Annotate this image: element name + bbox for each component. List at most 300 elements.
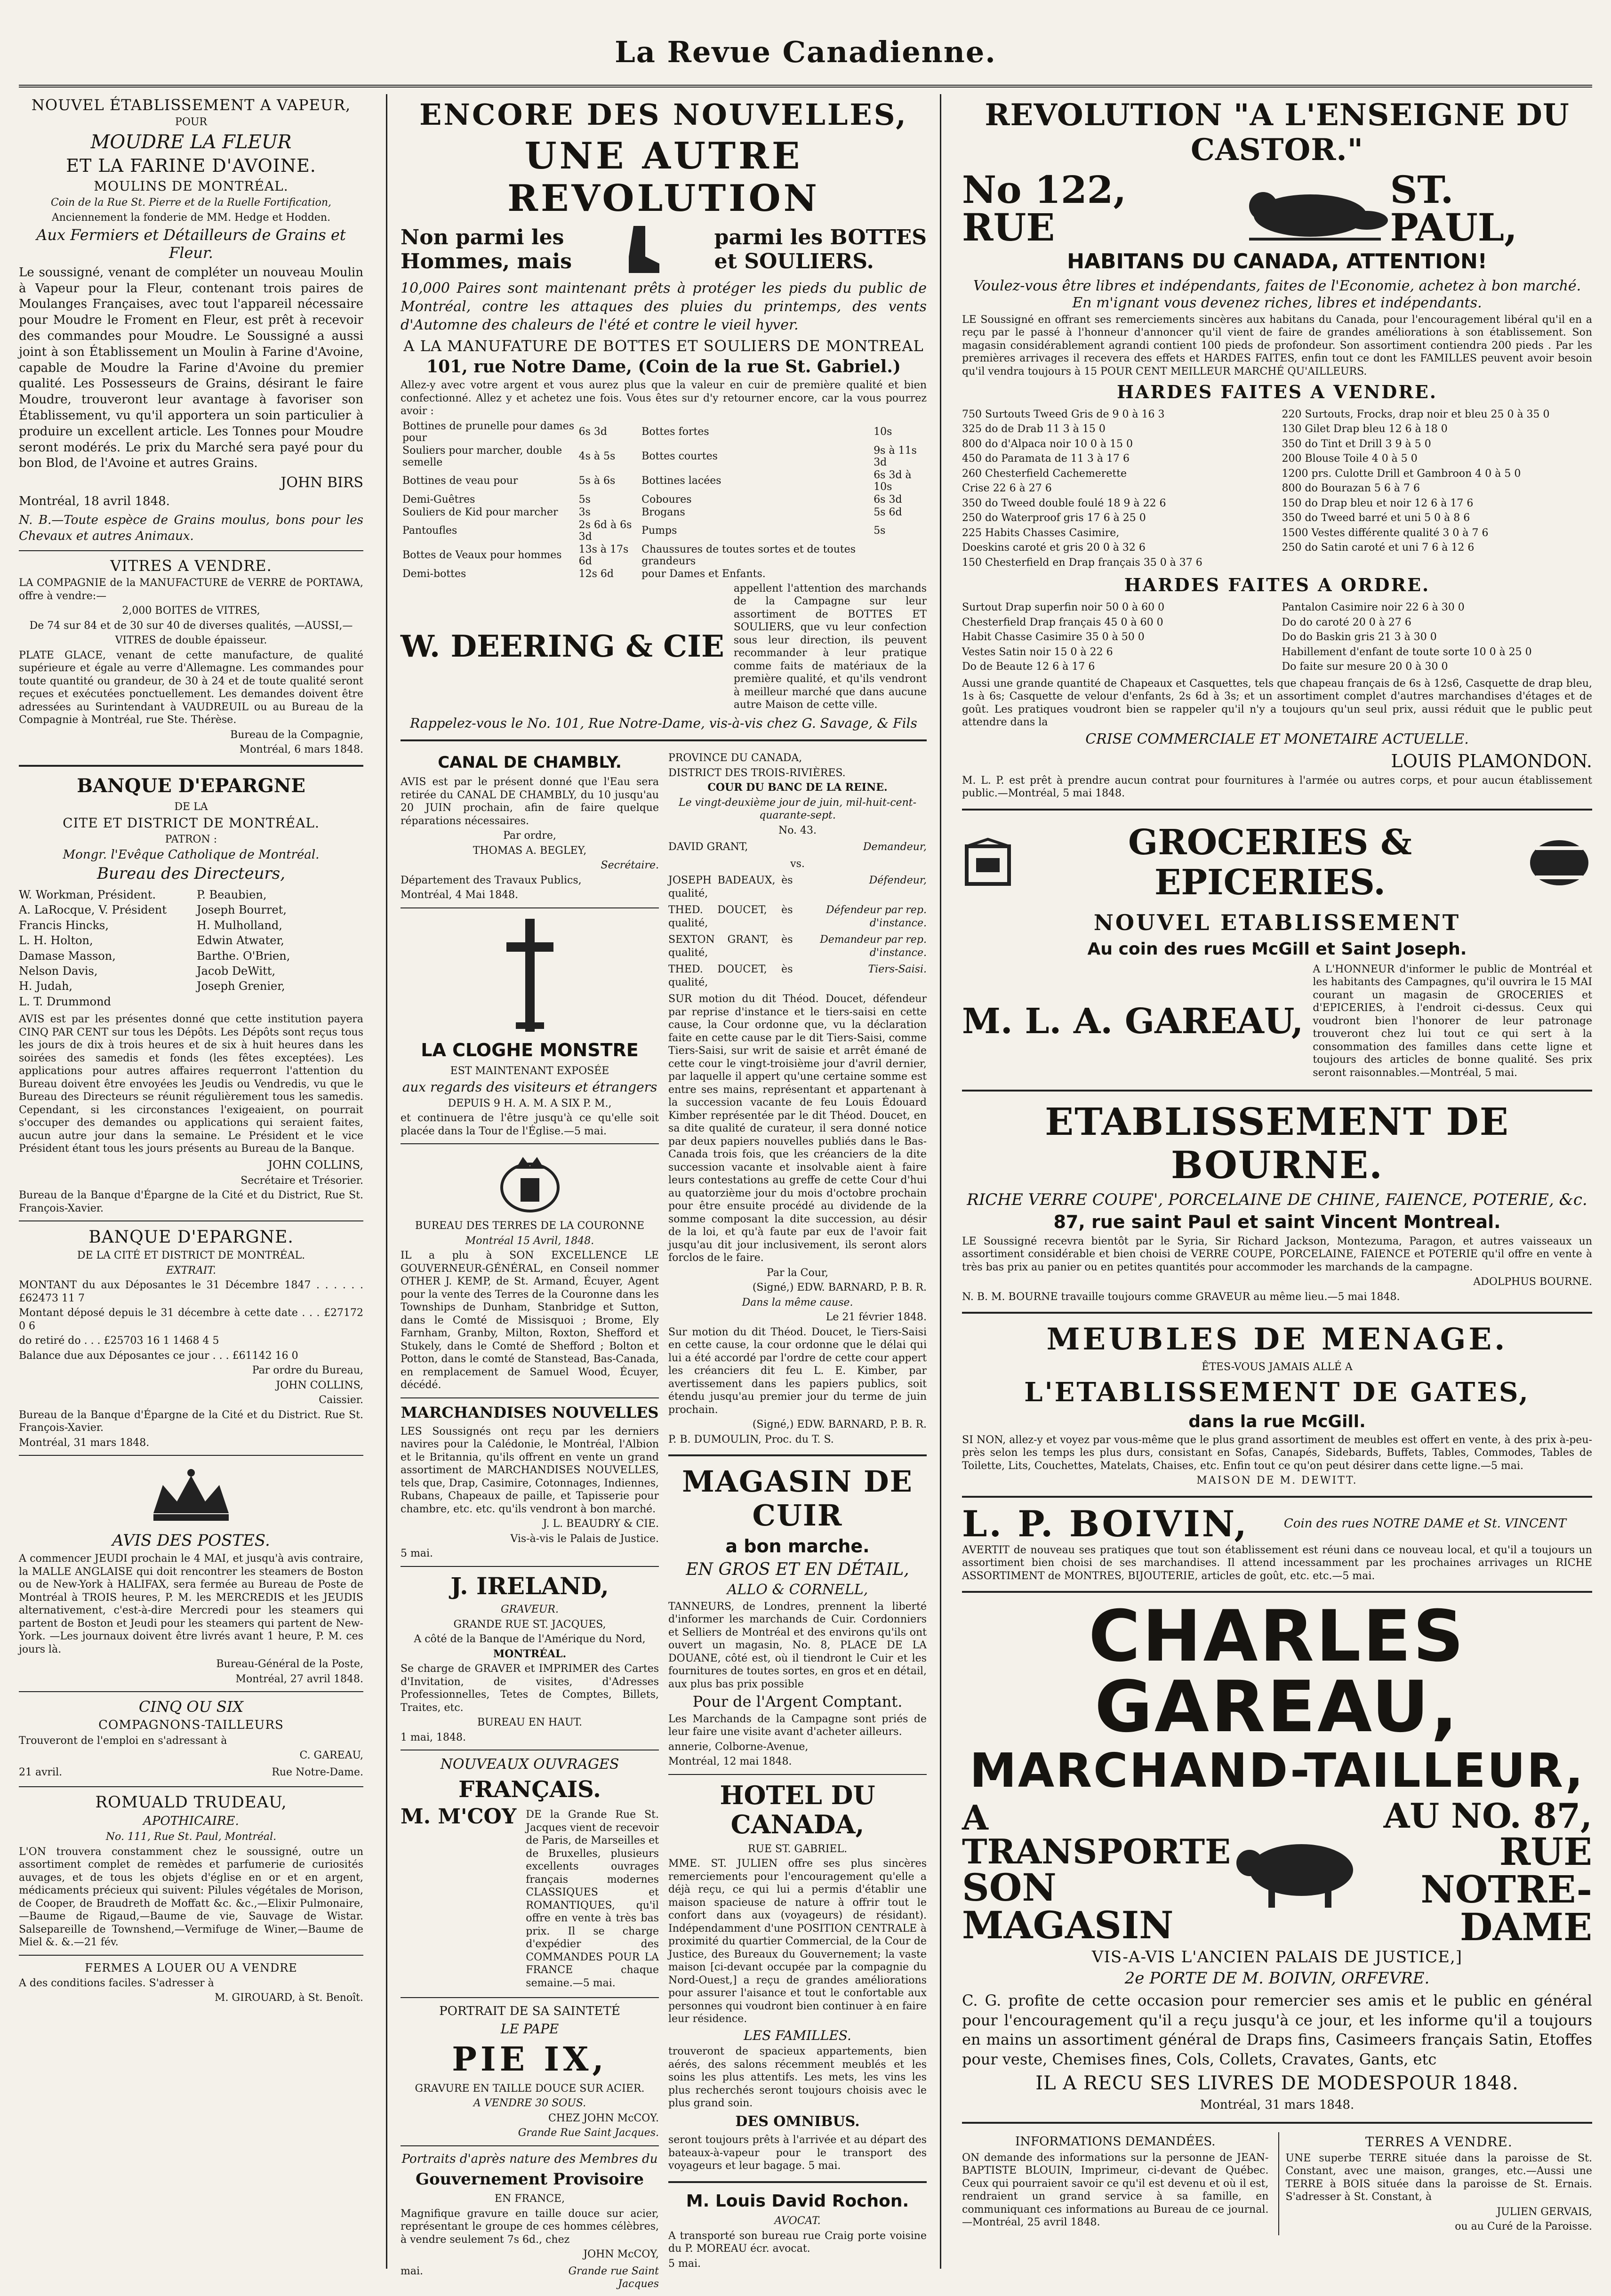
ad-text: DAVID GRANT,	[668, 841, 748, 853]
list-item: Joseph Grenier,	[197, 979, 285, 993]
bottom-notices	[962, 2132, 1592, 2235]
list-item: Joseph Bourret,	[197, 903, 287, 917]
list-item: Do do caroté 20 0 à 27 6	[1282, 616, 1411, 628]
ad-body: IL a plu à SON EXCELLENCE LE GOUVERNEUR-GÉNÉRAL, en Conseil nommer OTHER J. KEMP, de St. Armand, Écuyer, Agent pour la vente des Terres de la Couronne dans les Townships de Dunham, Stanbridge et Sutton, dans le Comté de Missisquoi ; Brome, Ely Farnham, Granby, Milton, Roxton, Shefford et Stukely, dans le Comté de Shefford ; Bolton et Potton, dans le comté de Stanstead, Bas-Canada, en remplacement de Samuel Wood, Écuyer, décédé.	[401, 1250, 659, 1391]
firm-name: M. L. A. GAREAU,	[962, 1001, 1304, 1042]
hotel-ad	[668, 1781, 927, 2173]
ad-signature: J. L. BEAUDRY & CIE.	[543, 1518, 659, 1530]
ad-signature: JOHN COLLINS,	[268, 1158, 363, 1172]
masthead-title: La Revue Canadienne.	[615, 34, 996, 69]
divider	[401, 1997, 659, 1998]
ad-heading: REVOLUTION "A L'ENSEIGNE DU CASTOR."	[985, 97, 1570, 168]
ad-text: Coin de la Rue St. Pierre et de la Ruelle Fortification,	[50, 197, 332, 209]
ad-date: Le vingt-deuxième jour de juin, mil-huit-cent-quarante-sept.	[678, 796, 917, 822]
ad-text: Défendeur,	[869, 875, 927, 887]
lawyer-ad	[668, 2192, 927, 2270]
ad-body: trouveront de spacieux appartements, bien aérés, des salons récemment meublés et les soins les plus attentifs. Les mets, les vins les plus recherchés seront toujours choisis avec le plus grand soin.	[668, 2046, 927, 2110]
divider	[19, 550, 363, 551]
ad-subheading: a bon marche.	[725, 1535, 870, 1557]
ad-text: Anciennement la fonderie de MM. Hedge et Hodden.	[51, 211, 331, 224]
savings-bank-ad	[19, 775, 363, 1215]
list-item: Doeskins caroté et gris 20 0 à 32 6	[962, 542, 1146, 554]
ad-address: No 122, RUE	[962, 168, 1127, 250]
list-item: H. Mulholland,	[197, 918, 282, 932]
ad-heading: UNE AUTRE REVOLUTION	[507, 135, 820, 220]
ad-address: Bureau de la Banque d'Épargne de la Cité et du District, Rue St. François-Xavier.	[19, 1189, 363, 1214]
ad-heading: Gouvernement Provisoire	[415, 2169, 644, 2189]
ad-subheading: RICHE VERRE COUPE', PORCELAINE DE CHINE, FAIENCE, POTERIE, &c.	[967, 1190, 1587, 1210]
ad-signature: (Signé,) EDW. BARNARD, P. B. R.	[752, 1419, 927, 1431]
ad-text: parmi les BOTTES	[714, 225, 927, 249]
royal-arms-icon	[483, 1150, 577, 1216]
land-sale-notice	[1278, 2132, 1593, 2235]
bourne-ad	[962, 1100, 1592, 1303]
party-row	[668, 872, 927, 902]
table-row: Souliers pour marcher, double semelle 4s à 5s Bottes courtes 9s à 11s 3d	[402, 444, 917, 468]
ad-body: PLATE GLACE, venant de cette manufacture, de qualité supérieure et égale au verre d'Allemagne. Les commandes pour toute quantité ou grandeur, de 30 à 24 et de toute qualité seront reçues et exécutées ponctuellement. Les demandes doivent être adressées au Surintendant à VAUDREUIL ou au Bureau de la Compagnie à Montréal, rue Ste. Thérèse.	[19, 649, 363, 726]
furniture-ad	[962, 1322, 1592, 1487]
ad-text: DISTRICT DES TROIS-RIVIÈRES.	[668, 767, 846, 779]
list-item: Habillement d'enfant de toute sorte 10 0 à 25 0	[1282, 646, 1532, 658]
leather-ad	[668, 1465, 927, 1768]
ad-subheading: EST MAINTENANT EXPOSÉE	[450, 1065, 609, 1077]
price-table	[401, 420, 927, 580]
ad-subheading: APOTHICAIRE.	[143, 1814, 239, 1829]
ad-body: L'ON trouvera constamment chez le soussigné, outre un assortiment complet de remèdes et parfumerie de curiosités auvages, et de tous les objets d'église en or et en argent, médicaments précieux qui suivent: Pilules végétales de Morison, de Cooper, de Braudreth de Moffatt &c. &c.,—Elixir Pulmonaire,—Baume de Rigaud,—Baume de vie, Sauvage de Wistar. Salsepareille de Townshend,—Vermifuge de Winer,—Baume de Miel &. &.—21 fév.	[19, 1846, 363, 1949]
price-list-right	[1282, 406, 1593, 571]
ad-text: P. B. DUMOULIN, Proc. du T. S.	[668, 1433, 834, 1445]
provisional-govt-ad	[401, 2152, 659, 2293]
ad-signature: Bureau-Général de la Poste,	[216, 1658, 363, 1670]
ad-text: THED. DOUCET, ès qualité,	[668, 963, 793, 988]
ad-text: VITRES de double épaisseur.	[115, 634, 267, 646]
tailor-left	[962, 1798, 1231, 1948]
price-list-left	[962, 599, 1273, 675]
ad-text: Tiers-Saisi.	[868, 963, 927, 976]
ad-heading: FERMES A LOUER OU A VENDRE	[85, 1961, 297, 1975]
ad-date: Montréal, 31 mars 1848.	[19, 1437, 150, 1449]
ad-heading: TERRES A VENDRE.	[1365, 2134, 1513, 2150]
column-left	[19, 94, 377, 2269]
ad-note: Rappelez-vous le No. 101, Rue Notre-Dame, vis-à-vis chez G. Savage, & Fils	[410, 715, 917, 731]
ad-signature: THOMAS A. BEGLEY,	[473, 844, 587, 857]
ad-body: Les Marchands de la Campagne sont priés de leur faire une visite avant d'acheter ailleurs.	[668, 1713, 927, 1738]
table-row: Souliers de Kid pour marcher 3s Brogans 5s 6d	[402, 506, 902, 518]
ad-signature: CHEZ JOHN McCOY.	[548, 2112, 659, 2124]
ad-date: Montréal, 27 avril 1848.	[235, 1673, 363, 1685]
ad-text: No. 43.	[778, 824, 817, 836]
ad-address: 2e PORTE DE M. BOIVIN, ORFEVRE.	[1124, 1969, 1430, 1988]
portrait-ad	[401, 2004, 659, 2140]
table-row: Demi-Guêtres 5s Coboures 6s 3d	[402, 493, 902, 506]
ad-text: MOULINS DE MONTRÉAL.	[94, 178, 289, 194]
ad-heading: PORTRAIT DE SA SAINTETÉ	[439, 2004, 620, 2019]
ad-heading: HOTEL DU CANADA,	[720, 1780, 875, 1839]
list-item: Do do Baskin gris 21 3 à 30 0	[1282, 631, 1437, 643]
ad-body: et continuera de l'être jusqu'à ce qu'elle soit placée dans la Tour de l'Église.—5 mai.	[401, 1112, 659, 1137]
ad-date: Montréal, 31 mars 1848.	[1200, 2098, 1355, 2112]
list-item: 800 do Bourazan 5 6 à 7 6	[1282, 482, 1420, 495]
firm-name: L. P. BOIVIN,	[962, 1502, 1249, 1545]
ad-subheading: CRISE COMMERCIALE ET MONETAIRE ACTUELLE.	[1085, 731, 1469, 747]
boots-row	[401, 224, 927, 275]
tailors-ad	[19, 1698, 363, 1781]
ad-address: Rue Notre-Dame.	[272, 1766, 363, 1778]
ad-text: MONTRÉAL.	[493, 1647, 567, 1660]
ad-address: 87, rue saint Paul et saint Vincent Montreal.	[1053, 1212, 1501, 1233]
crown-lands-notice	[401, 1150, 659, 1392]
ad-footer	[401, 2263, 659, 2293]
ad-subheading: MOUDRE LA FLEUR	[90, 131, 292, 153]
ad-heading: J. IRELAND,	[450, 1572, 609, 1600]
ad-subheading: NOUVEAUX OUVRAGES	[440, 1756, 619, 1773]
ad-text: RUE NOTRE-DAME	[1420, 1830, 1592, 1950]
ad-heading: AVIS DES POSTES.	[112, 1531, 270, 1550]
list-item: 150 Chesterfield en Drap français 35 0 à 37 6	[962, 556, 1202, 569]
ad-date: Montréal, 4 Mai 1848.	[401, 889, 519, 901]
ad-text: Mongr. l'Evêque Catholique de Montréal.	[63, 848, 320, 862]
ad-text: THED. DOUCET, ès qualité,	[668, 904, 793, 929]
ad-text: SEXTON GRANT, ès qualité,	[668, 934, 793, 959]
ad-text: vs.	[790, 858, 805, 870]
list-item: 325 do de Drab 11 3 à 15 0	[962, 423, 1106, 435]
list-item: 450 do Paramata de 11 3 à 17 6	[962, 453, 1130, 465]
ad-subheading: COMPAGNONS-TAILLEURS	[98, 1718, 284, 1732]
ad-subheading: LES FAMILLES.	[744, 2027, 851, 2043]
ad-text: Demandeur,	[863, 841, 927, 853]
crate-icon	[962, 837, 1014, 889]
savings-extract-ad	[19, 1227, 363, 1449]
firm-name: M. M'COY	[401, 1805, 517, 1829]
divider	[962, 1312, 1592, 1314]
books-ad	[401, 1756, 659, 1991]
list-item: 350 do Tweed double foulé 18 9 à 22 6	[962, 497, 1166, 509]
apothecary-ad	[19, 1793, 363, 1949]
column-right	[951, 94, 1592, 2269]
ad-date: mai.	[401, 2265, 424, 2277]
ad-note: Pour de l'Argent Comptant.	[692, 1693, 903, 1711]
table-row: Demi-bottes 12s 6d pour Dames et Enfants.	[402, 568, 766, 580]
ad-heading: FRANÇAIS.	[458, 1776, 601, 1803]
groceries-header	[962, 819, 1592, 907]
ad-subheading: Bureau des Directeurs,	[96, 864, 286, 883]
ad-text: Par la Cour,	[767, 1267, 828, 1279]
list-item: 220 Surtouts, Frocks, drap noir et bleu 25 0 à 35 0	[1282, 408, 1550, 420]
cross-ornament-icon	[497, 914, 563, 1036]
engraver-ad	[401, 1573, 659, 1744]
ad-subheading: NOUVEL ETABLISSEMENT	[1093, 909, 1461, 935]
ad-body: Se charge de GRAVER et IMPRIMER des Cartes d'Invitation, de visites, d'Adresses Professionnelles, Tetes de Comptes, Billets, Traites, etc.	[401, 1663, 659, 1714]
glass-ad	[19, 557, 363, 756]
ad-subheading: EN FRANCE,	[494, 2193, 565, 2205]
divider	[962, 1591, 1592, 1593]
divider	[962, 2122, 1592, 2124]
firm-row	[401, 1806, 659, 1991]
list-item: 150 do Drap bleu et noir 12 6 à 17 6	[1282, 497, 1474, 509]
ad-subheading: Dans la même cause.	[742, 1296, 853, 1309]
ad-date: Montréal, 12 mai 1848.	[668, 1756, 792, 1768]
tailor-right	[1372, 1796, 1592, 1950]
column-center	[386, 94, 941, 2290]
ad-text: Montant déposé depuis le 31 décembre à cette date . . . £27172 0 6	[19, 1307, 363, 1332]
newspaper-page	[19, 19, 1592, 2290]
ad-text: De 74 sur 84 et de 30 sur 40 de diverses qualités, —AUSSI,—	[29, 619, 353, 632]
ad-subheading: RUE ST. GABRIEL.	[747, 1843, 848, 1855]
boot-icon	[624, 224, 662, 275]
ad-body: AVIS est par le présent donné que l'Eau sera retirée du CANAL DE CHAMBLY, du 10 jusqu'au 20 JUIN prochain, afin de faire quelque réparations nécessaires.	[401, 776, 659, 827]
ad-footer	[19, 1764, 363, 1781]
ad-heading: CINQ OU SIX	[138, 1698, 244, 1716]
list-item: 250 do Waterproof gris 17 6 à 25 0	[962, 512, 1146, 524]
ad-subheading: ÊTES-VOUS JAMAIS ALLÉ A	[1202, 1361, 1353, 1373]
ad-body: Sur motion du dit Théod. Doucet, le Tiers-Saisi en cette cause, la cour ordonne que le délai qui lui a été accordé par l'ordre de cette cour appert les créanciers dit feu L. E. Kimber, par avertissement dans les papiers publics, soit étendu jusqu'au premier jour du terme de juin prochain.	[668, 1326, 927, 1416]
ad-heading: L'ETABLISSEMENT DE GATES,	[1024, 1377, 1530, 1408]
ad-body: TANNEURS, de Londres, prennent la liberté d'informer les marchands de Cuir. Cordonniers et Selliers de Montréal et des environs qu'ils ont ouvert un magasin, No. 8, PLACE DE LA DOUANE, côté est, où il tiendront le Cuir et les fournitures de toutes sortes, en gros et en détail, aux plus bas prix possible	[668, 1600, 927, 1690]
divider	[19, 1220, 363, 1221]
list-item: Crise 22 6 à 27 6	[962, 482, 1052, 495]
ad-body: C. G. profite de cette occasion pour remercier ses amis et le public en général pour l'encouragement qu'il a reçu jusqu'à ce jour, et les informe qu'il a toujours en mains un assortiment général de Draps fins, Casimeers français Satin, Etoffes pour veste, Chemises fines, Cols, Collets, Cravates, Gants, etc	[962, 1991, 1592, 2068]
divider	[668, 1774, 927, 1775]
ad-text: Défendeur par rep. d'instance.	[826, 904, 927, 929]
ad-body: A L'HONNEUR d'informer le public de Montréal et les habitants des Campagnes, qu'il ouvrira le 15 MAI courant un magasin de GROCERIES et d'EPICERIES, à l'endroit ci-dessus. Ceux qui voudront bien l'honorer de leur patronage trouveront chez lui tout ce qui sert à la consommation des familles dans cette ligne et toujours des articles de bonne qualité. Ses prix seront raisonnables.—Montréal, 5 mai.	[1313, 963, 1592, 1079]
beaver-row	[962, 168, 1592, 250]
new-goods-ad	[401, 1404, 659, 1560]
list-item: W. Workman, Président.	[19, 888, 156, 902]
divider	[19, 1786, 363, 1787]
ad-body: Aussi une grande quantité de Chapeaux et Casquettes, tels que chapeau français de 6s à 12s6, Casquette de drap bleu, 1s à 6s; Casquette de velour d'enfants, 2s 6d à 3s; et un assortiment complet d'autres marchandises d'étages et de goût. Les pratiques voudront bien se rappeler qu'il n'y a toujours qu'un seul prix, aussi réduit que le public peut attendre dans la	[962, 677, 1592, 729]
ad-address: dans la rue McGill.	[1188, 1412, 1366, 1431]
list-item: Damase Masson,	[19, 949, 116, 963]
divider	[19, 765, 363, 767]
table-row: Bottines de prunelle pour dames pour 6s 3d Bottes fortes 10s	[402, 420, 892, 444]
groceries-ad	[962, 819, 1592, 1082]
list-item: L. T. Drummond	[19, 995, 111, 1008]
firm-row	[401, 580, 927, 714]
ad-signature: JULIEN GERVAIS,	[1497, 2206, 1592, 2218]
table-row: Bottes de Veaux pour hommes 13s à 17s 6d Chaussures de toutes sortes et de toutes grandeurs	[402, 543, 856, 567]
crown-ornament-icon	[144, 1461, 238, 1527]
list-item: 800 do d'Alpaca noir 10 0 à 15 0	[962, 438, 1133, 450]
ad-subheading: ET LA FARINE D'AVOINE.	[66, 155, 316, 176]
ad-subheading: HARDES FAITES A ORDRE.	[1124, 574, 1430, 596]
ad-address: Au coin des rues McGill et Saint Joseph.	[1087, 939, 1467, 959]
firm-row	[962, 961, 1592, 1082]
ad-address: A côté de la Banque de l'Amérique du Nord,	[414, 1633, 646, 1646]
price-list-left	[962, 406, 1273, 571]
ad-body: appellent l'attention des marchands de la Campagne sur leur assortiment de BOTTES ET SOULIERS, que vu leur confection sous leur direction, ils peuvent recommander à leur pratique comme faits de matériaux de la première qualité, et qu'ils vendront à meilleur marché que dans aucune autre Maison de cette ville.	[733, 582, 927, 711]
ad-address: 101, rue Notre Dame, (Coin de la rue St. Gabriel.)	[426, 357, 901, 377]
divider	[962, 1090, 1592, 1092]
list-item: 130 Gilet Drap bleu 12 6 à 18 0	[1282, 423, 1448, 435]
ad-heading: PIE IX,	[452, 2039, 608, 2079]
ad-heading: NOUVEL ÉTABLISSEMENT A VAPEUR,	[31, 96, 351, 114]
ad-subheading: Aux Fermiers et Détailleurs de Grains et Fleur.	[36, 226, 346, 262]
ad-heading: BANQUE D'EPARGNE.	[88, 1228, 294, 1247]
ad-signature: LOUIS PLAMONDON.	[1391, 750, 1592, 771]
ad-signature: JOHN BIRS	[281, 474, 363, 491]
ad-body: MME. ST. JULIEN offre ses plus sincères remerciements pour l'encouragement qu'elle a déjà reçu, ce qui lui a permis d'établir une maison spacieuse de nature à offrir tout le confort dans aux (voyageurs) de résidant). Indépendamment d'une POSITION CENTRALE à proximité du quartier Commercial, de la Cour de Justice, des Bureaux du Gouvernement; la vaste maison [ci-devant occupée par la compagnie du Nord-Ouest,] a reçu de grandes améliorations pour assurer l'aisance et tout le confortable aux personnes qui voudront bien continuer à en faire leur résidence.	[668, 1858, 927, 2025]
ad-address: Coin des rues NOTRE DAME et St. VINCENT	[1283, 1517, 1566, 1531]
ad-signature: C. GAREAU,	[299, 1750, 363, 1762]
ad-body: AVIS est par les présentes donné que cette institution payera CINQ PAR CENT sur tous les Dépôts. Les Dépôts sont reçus tous les jours de dix à trois heures et de six à huit heures dans les soirées des samedis et fonds (les fêtes exceptées). Les applications pour autres affaires requerront l'attention du Bureau doivent être envoyées les Jeudis ou Vendredis, vu que le Bureau des Directeurs se réunit régulièrement tous les samedis. Cependant, si les circonstances l'exigeaient, on pourrait s'occuper des demandes ou applications qui seraient faites, aucun autre jour dans la semaine. Le Président et le vice Président étant tous les jours présents au Bureau de la Banque.	[19, 1013, 363, 1155]
list-item: Habit Chasse Casimire 35 0 à 50 0	[962, 631, 1145, 643]
sheep-icon	[1231, 1832, 1372, 1912]
ad-subheading: EN GROS ET EN DÉTAIL,	[686, 1559, 909, 1579]
ad-heading: BUREAU DES TERRES DE LA COURONNE	[415, 1220, 645, 1232]
ad-date: 5 mai.	[668, 2257, 701, 2270]
firm-name: W. DEERING & CIE	[401, 629, 724, 665]
list-item: A. LaRocque, V. Président	[19, 903, 167, 917]
ad-text: PATRON :	[165, 833, 217, 845]
ad-signature: (Signé,) EDW. BARNARD, P. B. R.	[752, 1282, 927, 1294]
party-row	[668, 839, 927, 856]
ad-heading: MARCHANDISES NOUVELLES	[401, 1403, 659, 1421]
ad-text: Non parmi les	[401, 225, 564, 249]
boivin-ad	[962, 1502, 1592, 1583]
ad-heading: GROCERIES & EPICERIES.	[1128, 822, 1412, 903]
ad-subheading: A LA MANUFATURE DE BOTTES ET SOULIERS DE MONTREAL	[403, 337, 924, 355]
ad-body: A transporté son bureau rue Craig porte voisine du P. MOREAU écr. avocat.	[668, 2230, 927, 2255]
ad-heading: COUR DU BANC DE LA REINE.	[707, 781, 888, 794]
masthead	[19, 19, 1592, 88]
ad-text: A TRANSPORTE	[962, 1798, 1231, 1872]
list-item: 1200 prs. Culotte Drill et Gambroon 4 0 à 5 0	[1282, 467, 1521, 480]
ad-text: Département des Travaux Publics,	[401, 874, 582, 886]
divider	[19, 1955, 363, 1956]
court-notice	[668, 752, 927, 1446]
list-item: 225 Habits Chasses Casimire,	[962, 527, 1120, 539]
ad-body: AVERTIT de nouveau ses pratiques que tout son établissement est réuni dans ce nouveau local, et qu'il a toujours un assortiment bien choisi de ses marchandises. Il attend incessamment par les prochaines arrivages un RICHE ASSORTIMENT de MONTRES, BIJOUTERIE, articles de goût, etc. etc.—5 mai.	[962, 1544, 1592, 1582]
ad-heading: MEUBLES DE MENAGE.	[1046, 1322, 1508, 1357]
ad-heading: CHARLES GAREAU,	[1088, 1596, 1466, 1749]
list-item: Nelson Davis,	[19, 964, 98, 978]
ad-subheading: CITE ET DISTRICT DE MONTRÉAL.	[63, 815, 320, 831]
ad-address: Grande rue Saint Jacques	[568, 2265, 659, 2290]
ad-subheading: DES OMNIBUS.	[735, 2113, 860, 2130]
ad-subheading: LE PAPE	[500, 2021, 559, 2037]
ad-text: aux regards des visiteurs et étrangers	[402, 1079, 657, 1095]
ad-text: DE LA	[174, 801, 208, 813]
list-item: Vestes Satin noir 15 0 à 22 6	[962, 646, 1113, 658]
ad-body: ON demande des informations sur la personne de JEAN-BAPTISTE BLOUIN, Imprimeur, ci-devant de Québec. Ceux qui pourraient savoir ce qu'il est devenu et où il est, rendraient un grand service à sa famille, en communiquant ces informations au Bureau de ce journal.—Montréal, 25 avril 1848.	[962, 2151, 1269, 2229]
table-row: Pantoufles 2s 6d à 6s 3d Pumps 5s	[402, 519, 886, 543]
divider	[668, 1454, 927, 1456]
ad-address: Bureau de la Banque d'Épargne de la Cité et du District. Rue St. François-Xavier.	[19, 1409, 363, 1434]
ad-body: LE Soussigné en offrant ses remerciements sincères aux habitans du Canada, pour l'encouragement libéral qu'il en a reçu par le passé à l'honneur d'annoncer qu'il vient de faire de grandes améliorations à son établissement. Son magasin considérablement agrandi contient 100 pieds de profondeur. Son assortiment contiendra 200 pieds . Par les premières arrivages il recevera des effets et HARDES FAITES, enfin tout ce dont les FAMILLES peuvent avoir besoin qu'il vendra toujours à 15 POUR CENT MEILLEUR MARCHÉ QU'AILLEURS.	[962, 313, 1592, 377]
ad-signature: JOHN COLLINS,	[276, 1379, 363, 1391]
ad-signature: ADOLPHUS BOURNE.	[1473, 1276, 1592, 1288]
list-item: Chesterfield Drap français 45 0 à 60 0	[962, 616, 1163, 628]
ad-body: 10,000 Paires sont maintenant prêts à protéger les pieds du public de Montréal, contre les attaques des pluies du printemps, des vents d'Automne des chaleurs de l'été et contre le vieil hyver.	[401, 280, 927, 333]
ad-text: do retiré do . . . £25703 16 1 1468 4 5	[19, 1335, 219, 1347]
ad-text: Par ordre du Bureau,	[252, 1365, 363, 1377]
divider	[668, 2181, 927, 2183]
beaver-ad	[962, 98, 1592, 800]
ad-note: IL A RECU SES LIVRES DE MODESPOUR 1848.	[1035, 2072, 1519, 2095]
list-item: Pantalon Casimire noir 22 6 à 30 0	[1282, 602, 1465, 614]
ad-signature: Bureau de la Compagnie,	[230, 729, 363, 741]
ad-heading: M. Louis David Rochon.	[686, 2191, 909, 2211]
barrel-icon	[1526, 837, 1592, 889]
list-item: Do de Beaute 12 6 à 17 6	[962, 661, 1095, 673]
ad-address: GRANDE RUE ST. JACQUES,	[453, 1618, 606, 1630]
ad-body: A commencer JEUDI prochain le 4 MAI, et jusqu'à avis contraire, la MALLE ANGLAISE qui doit rencontrer les steamers de Boston ou de New-York à HALIFAX, sera fermée au Bureau de Poste de Montréal à TROIS heures, P. M. les MERCREDIS et les JEUDIS alternativement, c'est-à-dire Mercredi pour les steamers qui partent de Boston et Jeudi pour les steamers qui partent de New-York. —Les journaux doivent être livrés avant 1 heure, P. M. ces jours là.	[19, 1553, 363, 1655]
ad-note: N. B.—Toute espèce de Grains moulus, bons pour les Chevaux et autres Animaux.	[19, 513, 363, 543]
firm-name: ALLO & CORNELL,	[727, 1581, 868, 1598]
ad-address: ou au Curé de la Paroisse.	[1455, 2221, 1592, 2233]
ad-body: LA COMPAGNIE de la MANUFACTURE de VERRE de PORTAWA, offre à vendre:—	[19, 577, 363, 602]
ad-body: UNE superbe TERRE située dans la paroisse de St. Constant, avec une maison, granges, etc.—Aussi une TERRE à BOIS située dans la paroisse de St. Ernais. S'adresser à St. Constant, à	[1285, 2152, 1592, 2203]
ad-body: Magnifique gravure en taille douce sur acier, représentant le groupe de ces hommes célèbres, à vendre seulement 7s 6d., chez	[401, 2208, 659, 2246]
ad-body: LE Soussigné recevra bientôt par le Syria, Sir Richard Jackson, Montezuma, Paragon, et autres vaisseaux un assortiment considérable et bien choisi de VERRE COUPE, PORCELAINE, FAIENCE et POTERIE qu'il offre en vente à très bas prix au panier ou en petites quantités pour accommoder les marchands de la campagne.	[962, 1235, 1592, 1273]
ad-heading: LA CLOGHE MONSTRE	[421, 1039, 639, 1060]
ad-text: JOSEPH BADEAUX, ès qualité,	[668, 875, 793, 899]
divider	[19, 1455, 363, 1456]
price-list	[962, 406, 1592, 571]
list-item: 260 Chesterfield Cachemerette	[962, 467, 1127, 480]
divider	[401, 1566, 659, 1567]
ad-text: Hommes, mais	[401, 249, 572, 273]
divider	[401, 739, 927, 741]
list-item: 250 do Satin caroté et uni 7 6 à 12 6	[1282, 542, 1475, 554]
firm-row	[962, 1502, 1592, 1545]
divider	[401, 1397, 659, 1398]
ad-note: N. B. M. BOURNE travaille toujours comme GRAVEUR au même lieu.—5 mai 1848.	[962, 1291, 1400, 1303]
ad-heading: INFORMATIONS DEMANDÉES.	[1015, 2135, 1216, 2149]
ad-body: Le soussigné, venant de compléter un nouveau Moulin à Vapeur pour la Fleur, contenant trois paires de Moulanges Françaises, avec tout l'appareil nécessaire pour Moudre le Froment en Fleur, est prêt à recevoir des commandes pour Moudre. Le Soussigné a aussi joint à son Établissement un Moulin à Farine d'Avoine, capable de Moudre la Farine d'Avoine du premier qualité. Les Possesseurs de Grains, désirant le faire Moudre, trouveront leur avantage à favoriser son Établissement, vu qu'il apportera un soin particulier à produire un excellent article. Les Tonnes pour Moudre seront modérés. Le prix du Marché sera payé pour du bon Blod, de l'Avoine et autres Grains.	[19, 265, 363, 471]
ad-heading: ROMUALD TRUDEAU,	[95, 1793, 287, 1812]
center-split-left	[401, 750, 659, 2292]
list-item: 350 do Tweed barré et uni 5 0 à 8 6	[1282, 512, 1470, 524]
ad-text: Portraits d'après nature des Membres du	[401, 2151, 658, 2166]
list-item: 350 do Tint et Drill 3 9 à 5 0	[1282, 438, 1431, 450]
ad-address: ST. PAUL,	[1390, 168, 1517, 250]
ad-address: No. 111, Rue St. Paul, Montréal.	[105, 1831, 277, 1843]
ad-date: Montréal 15 Avril, 1848.	[465, 1235, 594, 1247]
ad-text: Balance due aux Déposantes ce jour . . . £61142 16 0	[19, 1349, 298, 1362]
ad-body: seront toujours prêts à l'arrivée et au départ des bateaux-à-vapeur pour le transport des voyageurs et leur bagage. 5 mai.	[668, 2134, 927, 2172]
list-item: 750 Surtouts Tweed Gris de 9 0 à 16 3	[962, 408, 1165, 420]
ad-text: Par ordre,	[503, 830, 556, 842]
list-item: L. H. Holton,	[19, 934, 93, 947]
list-item: 200 Blouse Toile 4 0 à 5 0	[1282, 453, 1418, 465]
ad-heading: ENCORE DES NOUVELLES,	[419, 97, 908, 132]
ad-body: Allez-y avec votre argent et vous aurez plus que la valeur en cuir de première qualité et bien confectionné. Allez y et achetez une fois. Vous êtes sur d'y retourner encore, car la vous pourrez avoir :	[401, 379, 927, 417]
ad-heading: BANQUE D'EPARGNE	[77, 774, 305, 797]
boots-left	[401, 225, 572, 273]
ad-text: Demandeur par rep. d'instance.	[820, 934, 927, 959]
tailor-row	[962, 1796, 1592, 1950]
ad-text: Secrétaire.	[601, 859, 659, 872]
info-request-notice	[962, 2132, 1269, 2235]
ad-body: SUR motion du dit Théod. Doucet, défendeur par reprise d'instance et le tiers-saisi en cette cause, la Cour ordonne que, vu la déclaration faite en cette cause par le dit Tiers-Saisi, comme Tiers-Saisi, sur writ de saisie et arrêt émané de cette cour le vingt-troisième jour d'avril dernier, par laquelle il appert qu'une certaine somme est entre ses mains, représentant et appartenant à la succession vacante de feu Louis Édouard Kimber représentée par le dit Théod. Doucet, en sa dite qualité de curateur, il sera donné notice par deux papiers nouvelles publiés dans le Bas-Canada trois fois, que les créanciers de la dite succession vacante et insolvable aient à faire leurs contestations au greffe de cette Cour d'hui au quatorzième jour du mois d'octobre prochain pour être ensuite procédé au dividende de la somme composant la dite succession, au désir de la loi, et qu'à faute par eux de l'avoir fait jusqu'au dit jour inclusivement, ils seront alors forclos de le faire.	[668, 993, 927, 1264]
price-list	[962, 599, 1592, 675]
ad-text: 2,000 BOITES de VITRES,	[122, 605, 260, 617]
ad-address: VIS-A-VIS L'ANCIEN PALAIS DE JUSTICE,]	[1091, 1948, 1463, 1967]
ad-body: Trouveront de l'emploi en s'adressant à	[19, 1734, 227, 1747]
ad-date: Montréal, 18 avril 1848.	[19, 494, 170, 509]
divider	[401, 1143, 659, 1144]
ad-text: POUR	[175, 116, 207, 128]
list-item: Jacob DeWitt,	[197, 964, 276, 978]
steam-mill-ad	[19, 96, 363, 545]
ad-text: Secrétaire et Trésorier.	[240, 1174, 363, 1187]
ad-date: Montréal, 6 mars 1848.	[239, 744, 363, 755]
ad-text: SON MAGASIN	[962, 1865, 1174, 1948]
postal-notice	[19, 1461, 363, 1686]
ad-address: annerie, Colborne-Avenue,	[668, 1741, 809, 1753]
ad-heading: MAGASIN DE CUIR	[682, 1464, 913, 1533]
